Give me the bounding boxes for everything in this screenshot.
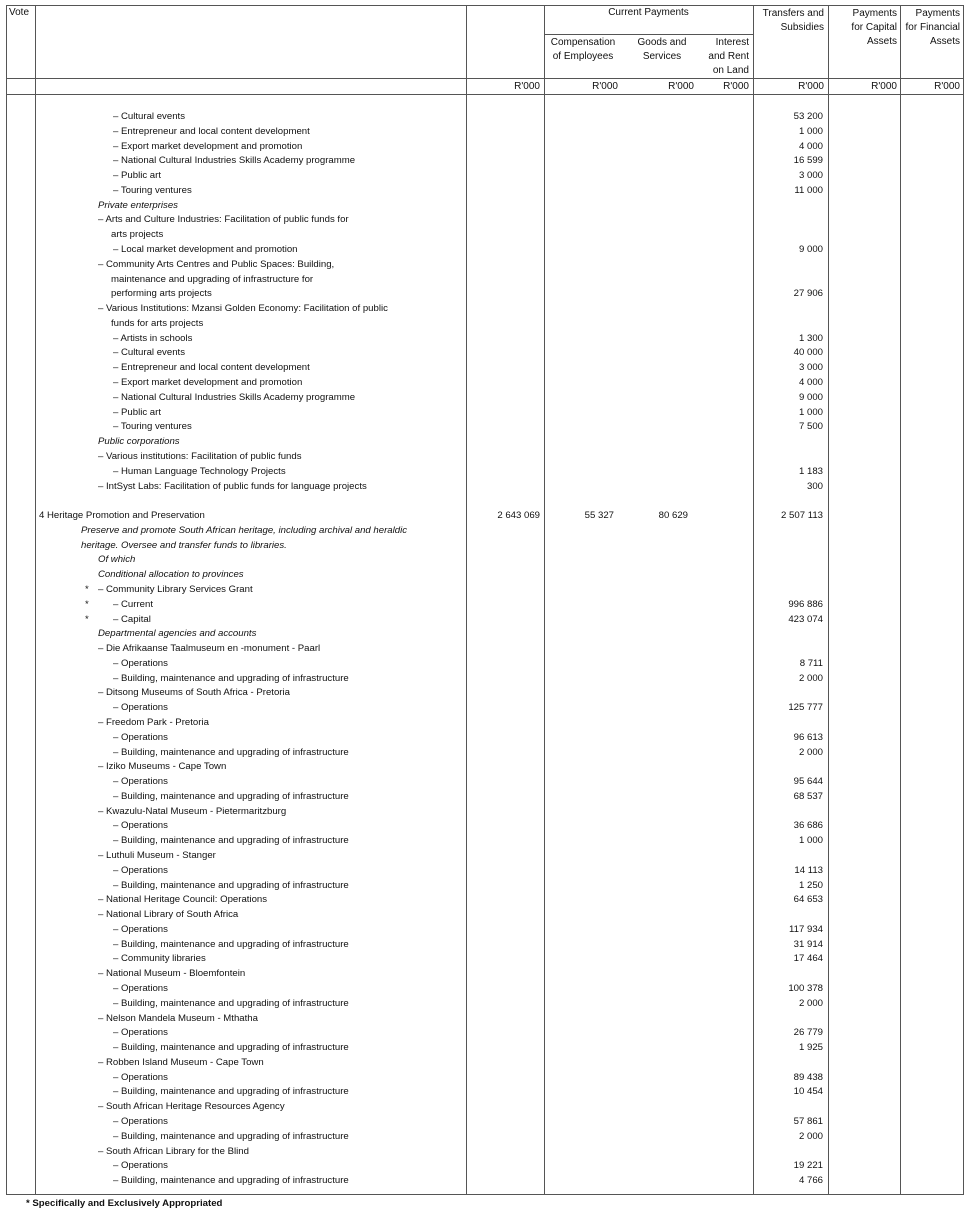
table-row (7, 938, 965, 953)
cell-transfers: 996 886 (788, 598, 823, 610)
table-row (7, 258, 965, 273)
row-label: – South African Heritage Resources Agency (98, 1101, 285, 1113)
row-label: funds for arts projects (111, 317, 204, 329)
unit-capital: R'000 (871, 81, 897, 92)
table-row (7, 465, 965, 480)
row-label: – Operations (113, 731, 168, 743)
table-row (7, 494, 965, 509)
cell-transfers: 31 914 (793, 938, 823, 950)
cell-transfers: 1 300 (798, 332, 823, 344)
row-label: – Building, maintenance and upgrading of infrastructure (113, 1175, 349, 1187)
table-row (7, 509, 965, 524)
table-row (7, 1130, 965, 1145)
row-label: – Ditsong Museums of South Africa - Pretoria (98, 687, 290, 699)
table-row (7, 450, 965, 465)
table-row (7, 879, 965, 894)
cell-transfers: 10 454 (793, 1086, 823, 1098)
cell-transfers: 64 653 (793, 894, 823, 906)
table-row (7, 760, 965, 775)
table-row (7, 819, 965, 834)
row-label: – Operations (113, 702, 168, 714)
table-row (7, 583, 965, 598)
cell-transfers: 4 000 (798, 140, 823, 152)
table-row (7, 701, 965, 716)
header-goods-services: Goods and Services (637, 37, 687, 62)
table-row (7, 406, 965, 421)
row-label: – Community libraries (113, 953, 206, 965)
row-label: heritage. Oversee and transfer funds to libraries. (81, 539, 287, 551)
table-row (7, 539, 965, 554)
row-label: – Freedom Park - Pretoria (98, 716, 209, 728)
table-row (7, 849, 965, 864)
table-row (7, 287, 965, 302)
row-label: – Operations (113, 923, 168, 935)
table-row (7, 154, 965, 169)
cell-transfers: 57 861 (793, 1116, 823, 1128)
cell-total: 2 643 069 (497, 510, 540, 522)
table-row (7, 361, 965, 376)
row-label: – National Library of South Africa (98, 909, 239, 921)
row-label: – Operations (113, 1071, 168, 1083)
unit-compensation: R'000 (592, 81, 618, 92)
cell-transfers: 7 500 (798, 421, 823, 433)
row-label: – Local market development and promotion (113, 244, 298, 256)
unit-total: R'000 (514, 81, 540, 92)
cell-transfers: 1 183 (798, 465, 823, 477)
table-row (7, 125, 965, 140)
row-label: – Luthuli Museum - Stanger (98, 850, 216, 861)
table-row (7, 184, 965, 199)
table-row (7, 775, 965, 790)
row-label: – Operations (113, 776, 168, 788)
row-label: – Die Afrikaanse Taalmuseum en -monument - Paarl (98, 643, 321, 655)
row-label: – Building, maintenance and upgrading of infrastructure (113, 879, 349, 891)
row-label: – Operations (113, 1160, 168, 1172)
row-label: – Building, maintenance and upgrading of infrastructure (113, 1086, 349, 1098)
cell-transfers: 125 777 (788, 702, 823, 714)
row-label: – Community Arts Centres and Public Spaces: Building, (98, 258, 335, 270)
cell-transfers: 14 113 (794, 864, 823, 876)
table-row (7, 1085, 965, 1100)
header-current-payments: Current Payments (608, 7, 689, 18)
table-row (7, 1159, 965, 1174)
table-row (7, 1174, 965, 1189)
cell-transfers: 9 000 (798, 244, 823, 256)
table-row (7, 627, 965, 642)
table-row (7, 524, 965, 539)
appropriated-marker: * (85, 598, 89, 610)
table-row (7, 952, 965, 967)
cell-transfers: 2 000 (798, 746, 823, 758)
table-row (7, 967, 965, 982)
cell-transfers: 2 000 (798, 997, 823, 1009)
row-label: – Operations (113, 864, 168, 876)
cell-transfers: 11 000 (794, 184, 823, 196)
cell-transfers: 4 766 (798, 1175, 823, 1187)
table-row (7, 657, 965, 672)
header-capital-assets: Payments for Capital Assets (851, 8, 897, 47)
header-transfers-subsidies: Transfers and Subsidies (762, 8, 824, 33)
row-label: – Operations (113, 657, 168, 669)
row-label: performing arts projects (111, 288, 212, 300)
cell-transfers: 1 000 (798, 835, 823, 847)
cell-transfers: 423 074 (788, 613, 823, 625)
table-row (7, 790, 965, 805)
table-row (7, 110, 965, 125)
table-row (7, 997, 965, 1012)
cell-transfers: 17 464 (793, 953, 823, 965)
table-row (7, 435, 965, 450)
unit-interest: R'000 (723, 81, 749, 92)
row-label: – Building, maintenance and upgrading of infrastructure (113, 672, 349, 684)
cell-transfers: 100 378 (788, 983, 823, 995)
header-compensation: Compensation of Employees (550, 37, 616, 62)
table-row (7, 613, 965, 628)
row-label: – Export market development and promotion (113, 140, 303, 152)
table-row (7, 893, 965, 908)
row-label: – Arts and Culture Industries: Facilitation of public funds for (98, 214, 349, 226)
cell-transfers: 3 000 (798, 170, 823, 182)
header-financial-assets: Payments for Financial Assets (905, 8, 960, 47)
table-row (7, 420, 965, 435)
appropriated-marker: * (85, 613, 89, 625)
table-row (7, 332, 965, 347)
header-vote: Vote (9, 7, 30, 18)
row-label: – Various Institutions: Mzansi Golden Economy: Facilitation of public (98, 303, 388, 315)
row-label: Conditional allocation to provinces (98, 569, 244, 581)
table-row (7, 140, 965, 155)
cell-transfers: 96 613 (793, 731, 823, 743)
cell-transfers: 117 934 (789, 923, 823, 935)
table-row (7, 1115, 965, 1130)
row-label: – Public art (113, 406, 161, 418)
row-label: arts projects (111, 229, 164, 241)
cell-transfers: 2 507 113 (781, 510, 823, 522)
table-row (7, 672, 965, 687)
row-label: – National Cultural Industries Skills Academy programme (113, 391, 356, 403)
cell-transfers: 16 599 (793, 155, 823, 167)
cell-transfers: 26 779 (793, 1027, 823, 1039)
table-row (7, 568, 965, 583)
row-label: 4 Heritage Promotion and Preservation (39, 510, 205, 522)
table-row (7, 1056, 965, 1071)
row-label: – Human Language Technology Projects (113, 465, 286, 477)
row-label: – South African Library for the Blind (98, 1145, 249, 1157)
cell-transfers: 9 000 (798, 391, 823, 403)
row-label: – Building, maintenance and upgrading of infrastructure (113, 835, 349, 847)
table-row (7, 199, 965, 214)
table-row (7, 553, 965, 568)
table-row (7, 642, 965, 657)
cell-transfers: 68 537 (793, 790, 823, 802)
schedule-table (6, 5, 964, 1195)
row-label: – Artists in schools (113, 332, 193, 344)
table-row (7, 480, 965, 495)
row-label: – Various institutions: Facilitation of public funds (98, 450, 302, 462)
appropriated-marker: * (85, 583, 89, 595)
cell-transfers: 2 000 (798, 672, 823, 684)
cell-transfers: 1 925 (798, 1042, 823, 1054)
table-row (7, 376, 965, 391)
row-label: – IntSyst Labs: Facilitation of public funds for language projects (98, 480, 367, 492)
table-row (7, 228, 965, 243)
row-label: Public corporations (98, 436, 180, 448)
row-label: – Cultural events (113, 347, 185, 359)
row-label: – Building, maintenance and upgrading of infrastructure (113, 790, 349, 802)
cell-transfers: 89 438 (793, 1071, 823, 1083)
row-label: – Building, maintenance and upgrading of infrastructure (113, 1130, 349, 1142)
header-interest-rent: Interest and Rent on Land (708, 37, 749, 76)
cell-transfers: 27 906 (793, 288, 823, 300)
unit-financial: R'000 (934, 81, 960, 92)
cell-compensation: 55 327 (584, 510, 614, 522)
table-row (7, 1026, 965, 1041)
row-label: – Building, maintenance and upgrading of infrastructure (113, 1042, 349, 1054)
row-label: – National Cultural Industries Skills Academy programme (113, 155, 356, 167)
table-row (7, 273, 965, 288)
row-label: – Entrepreneur and local content development (113, 362, 310, 374)
cell-transfers: 1 000 (798, 406, 823, 418)
cell-transfers: 1 000 (798, 125, 823, 137)
table-row (7, 923, 965, 938)
row-label: – Operations (113, 1027, 168, 1039)
cell-transfers: 4 000 (798, 377, 823, 389)
cell-transfers: 19 221 (793, 1160, 823, 1172)
row-label: – Kwazulu-Natal Museum - Pietermaritzburg (98, 805, 287, 817)
table-row (7, 213, 965, 228)
table-row (7, 243, 965, 258)
row-label: – Operations (113, 820, 168, 832)
row-label: – Operations (113, 983, 168, 995)
row-label: – Robben Island Museum - Cape Town (98, 1056, 264, 1068)
table-row (7, 391, 965, 406)
table-row (7, 1100, 965, 1115)
table-row (7, 1145, 965, 1160)
row-label: Of which (98, 554, 136, 566)
table-row (7, 169, 965, 184)
cell-transfers: 2 000 (798, 1130, 823, 1142)
table-row (7, 834, 965, 849)
table-row (7, 1071, 965, 1086)
header-divider (7, 94, 963, 95)
cell-transfers: 300 (806, 480, 823, 492)
unit-goods: R'000 (668, 81, 694, 92)
row-label: – Building, maintenance and upgrading of infrastructure (113, 938, 349, 950)
row-label: – Building, maintenance and upgrading of infrastructure (113, 746, 349, 758)
row-label: – Cultural events (113, 111, 185, 122)
row-label: maintenance and upgrading of infrastructure for (111, 273, 314, 285)
table-row (7, 805, 965, 820)
table-row (7, 746, 965, 761)
row-label: – Touring ventures (113, 184, 192, 196)
cell-transfers: 95 644 (793, 776, 823, 788)
row-label: – Capital (113, 613, 151, 625)
row-label: – Current (113, 598, 153, 610)
table-row (7, 598, 965, 613)
table-row (7, 302, 965, 317)
row-label: – Iziko Museums - Cape Town (98, 761, 227, 773)
cell-transfers: 40 000 (793, 347, 823, 359)
row-label: – Touring ventures (113, 421, 192, 433)
row-label: – Export market development and promotion (113, 377, 303, 389)
footnote: * Specifically and Exclusively Appropriated (26, 1198, 223, 1209)
table-row (7, 716, 965, 731)
table-row (7, 1041, 965, 1056)
row-label: – Public art (113, 170, 161, 182)
row-label: Private enterprises (98, 199, 178, 211)
table-row (7, 982, 965, 997)
cell-transfers: 36 686 (793, 820, 823, 832)
cell-transfers: 3 000 (798, 362, 823, 374)
cell-transfers: 53 200 (793, 111, 823, 122)
row-label: – Entrepreneur and local content development (113, 125, 310, 137)
row-label: Preserve and promote South African heritage, including archival and heraldic (81, 524, 408, 536)
cell-transfers: 1 250 (798, 879, 823, 891)
row-label: Departmental agencies and accounts (98, 628, 257, 640)
row-label: – Building, maintenance and upgrading of infrastructure (113, 997, 349, 1009)
row-label: – Community Library Services Grant (98, 583, 253, 595)
table-row (7, 908, 965, 923)
table-row (7, 317, 965, 332)
row-label: – National Heritage Council: Operations (98, 894, 268, 906)
header-divider (7, 78, 963, 79)
row-label: – National Museum - Bloemfontein (98, 968, 246, 980)
unit-transfers: R'000 (798, 81, 824, 92)
cell-goods: 80 629 (658, 510, 688, 522)
table-row (7, 864, 965, 879)
cell-transfers: 8 711 (799, 657, 823, 669)
header-divider (544, 34, 753, 35)
table-row (7, 731, 965, 746)
table-row (7, 1012, 965, 1027)
table-row (7, 346, 965, 361)
table-row (7, 686, 965, 701)
row-label: – Nelson Mandela Museum - Mthatha (98, 1012, 258, 1024)
row-label: – Operations (113, 1116, 168, 1128)
